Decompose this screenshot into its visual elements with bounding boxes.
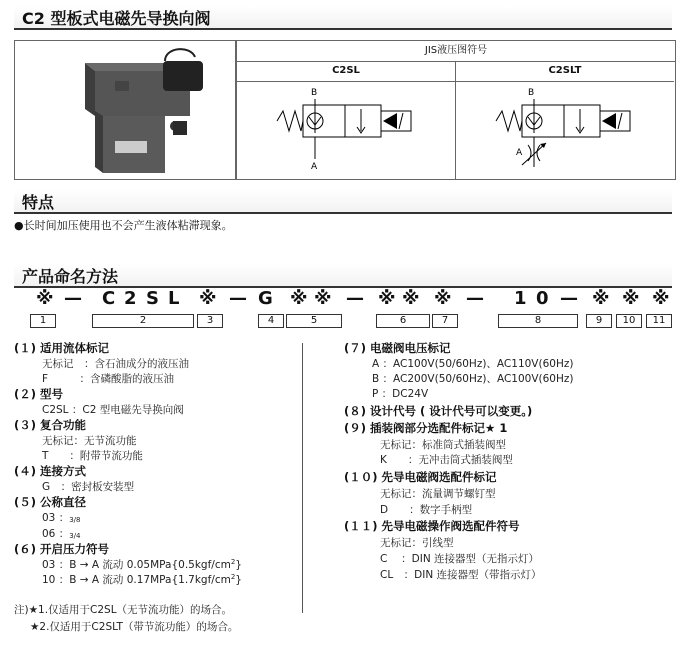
code-char: 2: [124, 288, 138, 309]
item-7-title: (７) 电磁阀电压标记: [344, 341, 451, 355]
item-6-line: 10 ：B → A 流动 $0.17MPa\{1.7kgf/cm^2\}$: [42, 573, 242, 586]
code-char: L: [168, 288, 181, 309]
note-2: ★2.仅适用于C2SLT（带节流功能）的场合。: [30, 621, 239, 633]
code-char: —: [560, 288, 579, 309]
port-b-label-left: B: [311, 88, 318, 98]
code-char: ※: [434, 288, 453, 309]
item-1-line: 无标记 ：含石油成分的液压油: [42, 358, 189, 370]
item-5-line: 03 ：3/8: [42, 512, 81, 524]
port-a-label-left: A: [311, 162, 318, 172]
features-text: ●长时间加压使用也不会产生液体粘滞现象。: [14, 219, 233, 232]
code-box: 11: [646, 314, 672, 328]
size-fraction: 3/8: [69, 516, 81, 524]
item-9-line: 无标记：标准筒式插装阀型: [380, 439, 506, 451]
item-1-line: F ：含磷酸脂的液压油: [42, 373, 175, 385]
code-char: ※: [652, 288, 671, 309]
code-char: —: [466, 288, 485, 309]
features-heading: 特点: [22, 193, 55, 212]
column-divider: [302, 343, 303, 613]
code-char: 0: [536, 288, 550, 309]
code-char: ※: [622, 288, 641, 309]
code-box: 10: [616, 314, 642, 328]
jis-col-c2sl: C2SL: [237, 61, 456, 82]
model-code-row: [14, 289, 674, 309]
item-4-line: G ：密封板安装型: [42, 481, 135, 493]
title-bar: [14, 6, 672, 30]
item-2-line: C2SL ：C2 型电磁先导换向阀: [42, 404, 184, 416]
code-char: ※: [199, 288, 218, 309]
code-char: —: [64, 288, 83, 309]
jis-symbol-panel: [236, 40, 676, 180]
item-5-title: (５) 公称直径: [14, 495, 87, 509]
size-fraction: 3/4: [69, 532, 81, 540]
code-box: 8: [498, 314, 578, 328]
code-box: 2: [92, 314, 194, 328]
code-char: ※: [314, 288, 333, 309]
code-char: S: [146, 288, 160, 309]
item-9-title: (９) 插装阀部分选配件标记★ 1: [344, 421, 508, 435]
code-char: C: [102, 288, 117, 309]
code-char: 1: [514, 288, 528, 309]
code-char: ※: [592, 288, 611, 309]
code-box: 1: [30, 314, 56, 328]
item-11-line: CL ：DIN 连接器型（带指示灯）: [380, 569, 542, 581]
code-char: ※: [290, 288, 309, 309]
page-title: C2 型板式电磁先导换向阀: [22, 9, 211, 28]
code-box: 4: [258, 314, 284, 328]
item-10-title: (１０) 先导电磁阀选配件标记: [344, 470, 497, 484]
code-box: 6: [376, 314, 430, 328]
code-box: 9: [586, 314, 612, 328]
c2slt-symbol: [456, 81, 674, 179]
code-char: —: [229, 288, 248, 309]
code-box: 5: [286, 314, 342, 328]
jis-col-c2slt: C2SLT: [456, 61, 674, 82]
item-3-line: 无标记：无节流功能: [42, 435, 137, 447]
item-1-title: (１) 适用流体标记: [14, 341, 110, 355]
item-9-line: K ：无冲击筒式插装阀型: [380, 454, 513, 466]
item-4-title: (４) 连接方式: [14, 464, 87, 478]
jis-header: JIS液压图符号: [237, 41, 675, 62]
c2sl-symbol: [237, 81, 455, 179]
naming-heading: 产品命名方法: [22, 267, 119, 286]
code-char: ※: [402, 288, 421, 309]
naming-bar: [14, 264, 672, 288]
product-photo: [14, 40, 236, 180]
code-char: ※: [36, 288, 55, 309]
item-10-line: 无标记：流量调节螺钉型: [380, 488, 496, 500]
code-char: G: [258, 288, 274, 309]
item-11-line: C ：DIN 连接器型（无指示灯）: [380, 553, 540, 565]
code-char: ※: [378, 288, 397, 309]
item-7-line: P ：DC24V: [372, 388, 429, 400]
port-b-label-right: B: [528, 88, 535, 98]
item-5-line: 06 ：3/4: [42, 528, 81, 540]
item-3-title: (３) 复合功能: [14, 418, 87, 432]
item-7-line: A ：AC100V(50/60Hz)、AC110V(60Hz): [372, 358, 574, 370]
features-bar: [14, 190, 672, 214]
code-box: 3: [197, 314, 223, 328]
item-6-line: 03 ：B → A 流动 $0.05MPa\{0.5kgf/cm^2\}$: [42, 558, 242, 571]
item-2-title: (２) 型号: [14, 387, 64, 401]
item-7-line: B ：AC200V(50/60Hz)、AC100V(60Hz): [372, 373, 574, 385]
code-box: 7: [432, 314, 458, 328]
item-8-title: (８) 设计代号 ( 设计代号可以变更。): [344, 404, 533, 418]
note-1: 注)★1.仅适用于C2SL（无节流功能）的场合。: [14, 604, 233, 616]
item-11-title: (１１) 先导电磁操作阀选配件符号: [344, 519, 520, 533]
item-3-line: T ：附带节流功能: [42, 450, 143, 462]
item-10-line: D ：数字手柄型: [380, 504, 473, 516]
item-6-title: (６) 开启压力符号: [14, 542, 110, 556]
item-11-line: 无标记：引线型: [380, 537, 454, 549]
port-a-label-right: A: [516, 148, 523, 158]
code-char: —: [346, 288, 365, 309]
